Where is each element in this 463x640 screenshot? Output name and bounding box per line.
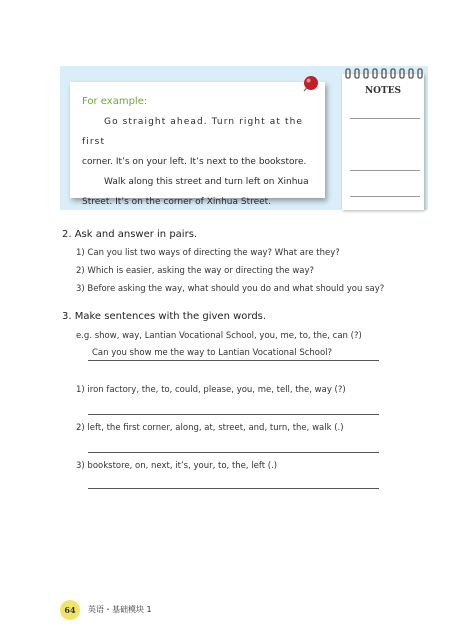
example-text-line: Walk along this street and turn left on Xinhua [104,177,309,187]
notes-line [350,170,420,171]
book-title: 英语・基础模块 1 [88,605,152,614]
section-2-title: 2. Ask and answer in pairs. [62,229,198,240]
answer-line[interactable] [88,414,379,415]
page-number: 64 [60,600,80,620]
exercise-item: 1) iron factory, the, to, could, please, you, me, tell, the, way (?) [76,385,346,395]
notes-title: NOTES [364,86,402,96]
example-text-line: corner. It’s on your left. It’s next to the bookstore. [82,157,307,167]
question-item: 2) Which is easier, asking the way or directing the way? [76,266,315,276]
example-text-line: Street. It’s on the corner of Xinhua Street. [82,197,272,207]
question-item: 1) Can you list two ways of directing the way? What are they? [76,248,340,258]
exercise-item: 2) left, the first corner, along, at, street, and, turn, the, walk (.) [76,423,344,433]
answer-line [88,360,379,361]
example-title: For example: [82,96,148,107]
question-item: 3) Before asking the way, what should you do and what should you say? [76,284,385,294]
exercise-item: 3) bookstore, on, next, it’s, your, to, the, left (.) [76,461,278,471]
answer-line[interactable] [88,452,379,453]
notes-notebook [342,74,424,210]
example-card [70,82,325,207]
example-answer: Can you show me the way to Lantian Vocational School? [92,348,333,358]
notes-line [350,118,420,119]
answer-line[interactable] [88,488,379,489]
pushpin-icon [298,74,320,96]
example-text-line: Go straight ahead. Turn right at the first [82,117,304,147]
spiral-binding-icon [342,68,424,80]
notes-line [350,196,420,197]
section-3-title: 3. Make sentences with the given words. [62,311,267,322]
example-prompt: e.g. show, way, Lantian Vocational School, you, me, to, the, can (?) [76,331,362,341]
